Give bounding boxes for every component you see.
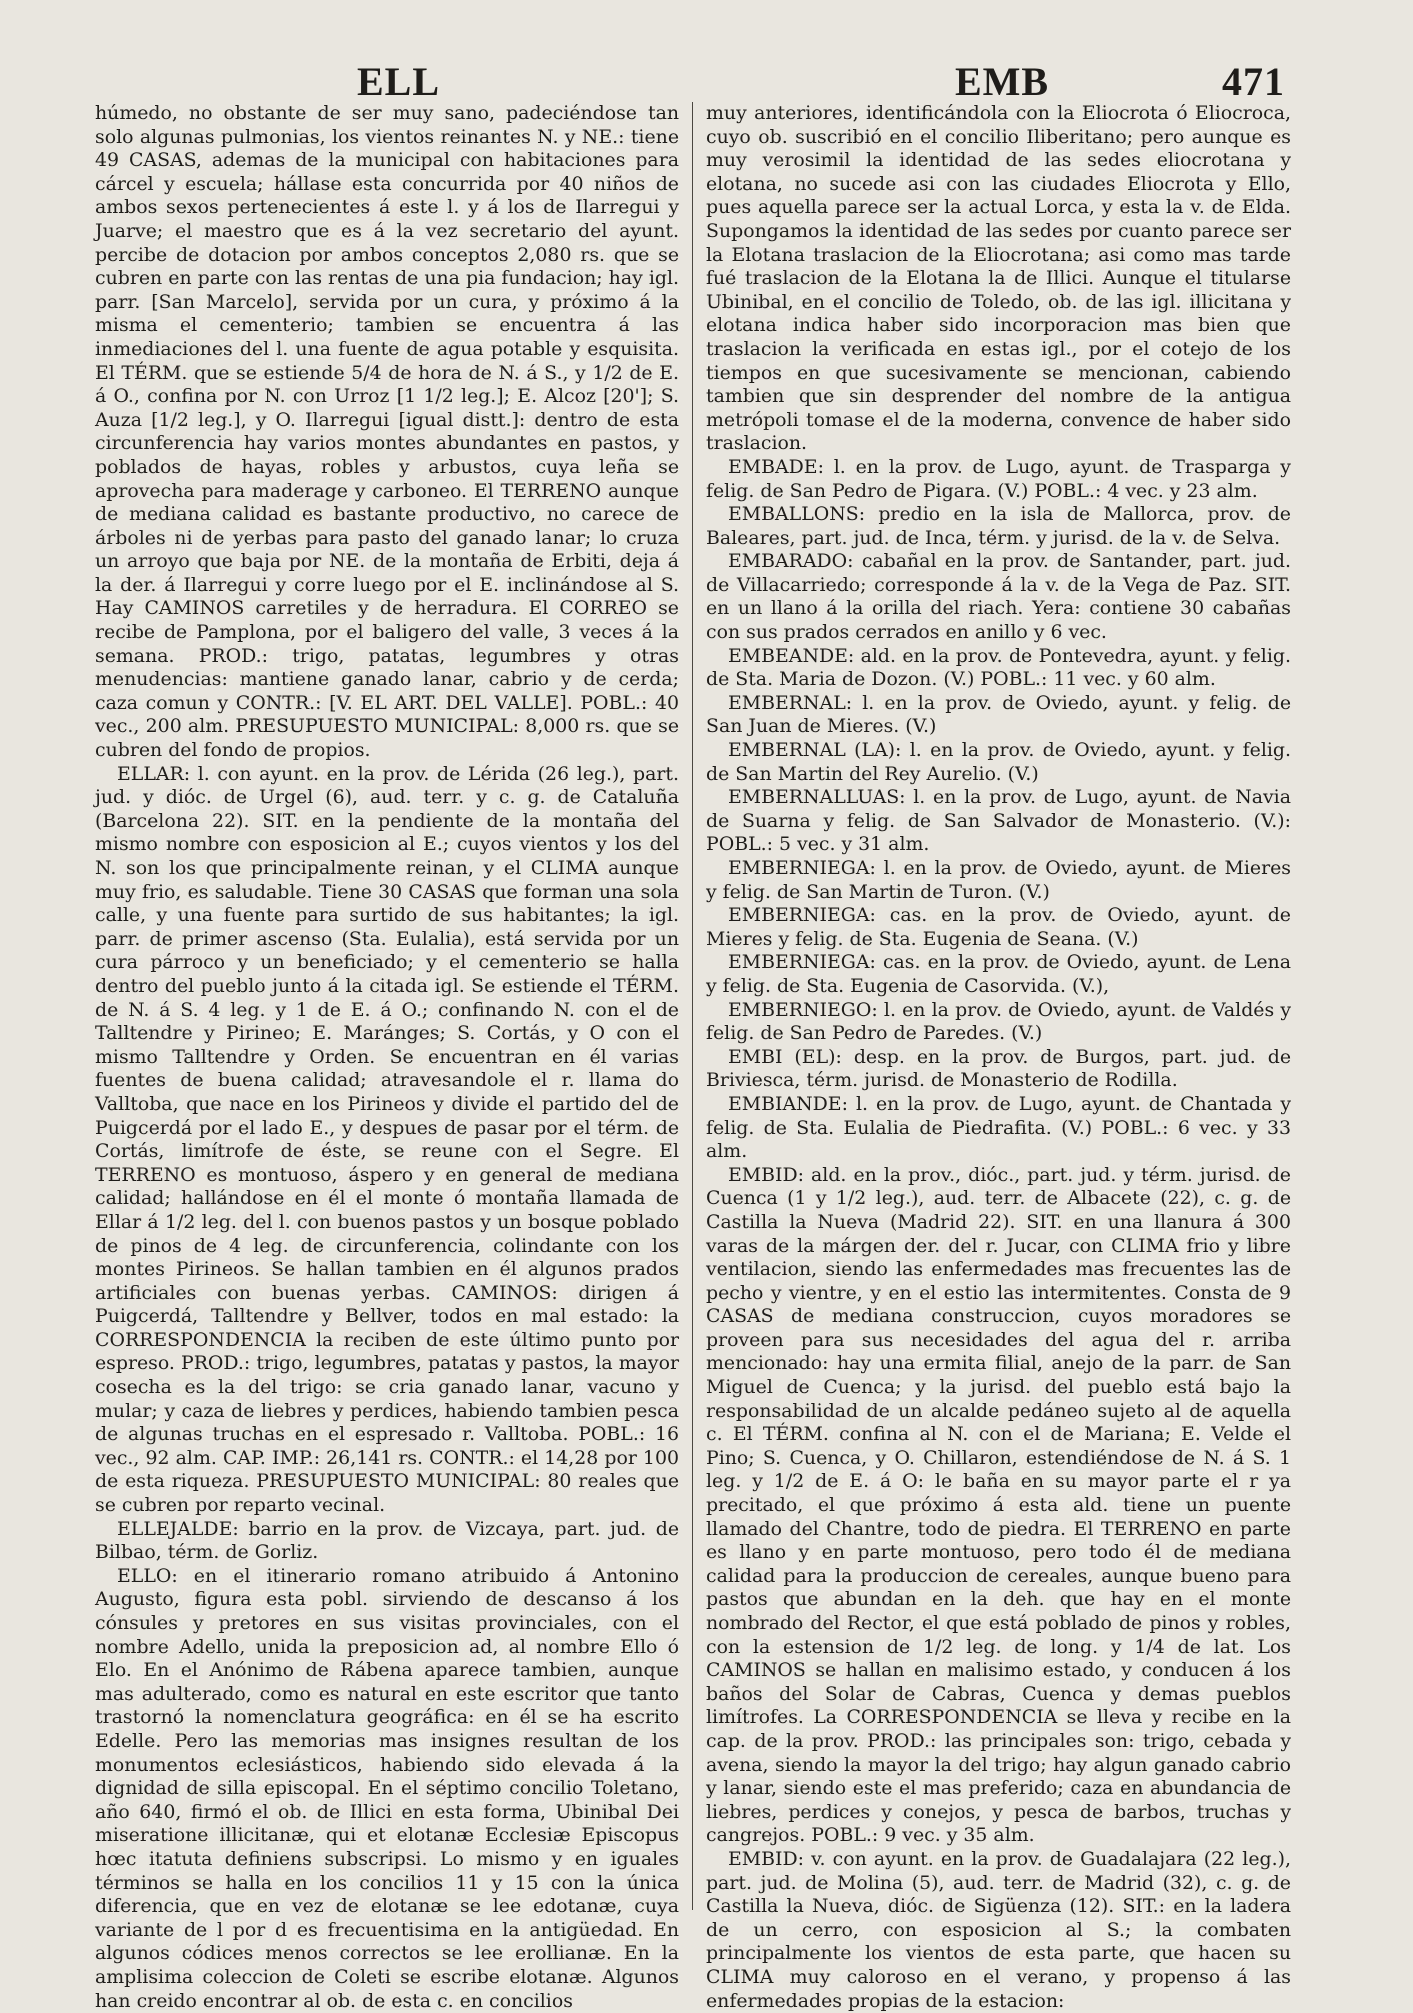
- entry-headword: ELLAR:: [117, 762, 191, 785]
- entry-text: l. en la prov. de Oviedo, ayunt. y felig. de San Juan de Mieres. (V.): [706, 691, 1292, 738]
- entry-headword: EMBARADO:: [728, 550, 854, 573]
- entry-text: l. en la prov. de Oviedo, ayunt. de Valdés y felig. de San Pedro de Paredes. (V.): [706, 998, 1291, 1045]
- entry-headword: EMBERNALLUAS:: [728, 786, 906, 809]
- entry-headword: EMBERNIEGA:: [728, 857, 876, 879]
- entry-text: predio en la isla de Mallorca, prov. de Baleares, part. jud. de Inca, térm. y jurisd. de la v. de Selva.: [706, 503, 1291, 549]
- entry-text: l. en la prov. de Lugo, ayunt. de Chantada y felig. de Sta. Eulalia de Piedrafita. (V.) POBL.: 6 vec. y 33 alm.: [706, 1092, 1291, 1163]
- entry-embarado: [706, 550, 1291, 644]
- entry-headword: EMBERNIEGA:: [728, 904, 876, 927]
- entry-ello: [95, 1565, 679, 2013]
- entry-text: l. en la prov. de Oviedo, ayunt. de Mieres y felig. de San Martin de Turon. (V.): [706, 857, 1291, 903]
- entry-embi-el: [706, 1046, 1291, 1093]
- entry-ellar: [95, 763, 679, 1518]
- entry-embiande: [706, 1093, 1291, 1164]
- entry-headword: EMBERNAL (LA):: [728, 739, 902, 762]
- entry-embernalluas: [706, 786, 1291, 857]
- entry-headword: EMBERNIEGO:: [728, 998, 878, 1021]
- entry-headword: EMBERNIEGA:: [728, 951, 876, 974]
- entry-emballons: [706, 503, 1291, 550]
- entry-text: barrio en la prov. de Vizcaya, part. jud. de Bilbao, térm. de Gorliz.: [95, 1517, 679, 1564]
- entry-headword: EMBID:: [728, 1163, 804, 1186]
- entry-text: cabañal en la prov. de Santander, part. jud. de Villacarriedo; corresponde á la v. de la Vega de Paz. SIT. en un llano á la orilla del riach. Yera: contiene 30 cabañas con sus prados cerrados en anillo y 6 vec.: [706, 550, 1291, 644]
- entry-emberniega-1: [706, 857, 1291, 904]
- entry-headword: EMBALLONS:: [728, 503, 866, 526]
- entry-text: cas. en la prov. de Oviedo, ayunt. de Mieres y felig. de Sta. Eugenia de Seana. (V.): [706, 904, 1291, 950]
- entry-headword: ELLEJALDE:: [117, 1517, 239, 1540]
- entry-text: ald. en la prov., dióc., part. jud. y térm. jurisd. de Cuenca (1 y 1/2 leg.), aud. terr. de Albacete (22), c. g. de Castilla la Nueva (Madrid 22). SIT. en una llanura á 300 varas de la márgen der. del r. Jucar, con CLIMA frio y libre ventilacion, siendo las enfermedades mas frecuentes las de pecho y vientre, y en el estio las intermitentes. Consta de 9 CASAS de mediana construccion, cuyos moradores se proveen para sus necesidades del agua del r. arriba mencionado: hay una ermita filial, anejo de la parr. de San Miguel de Cuenca; y la jurisd. del pueblo está bajo la responsabilidad de un alcalde pedáneo sujeto al de aquella c. El TÉRM. confina al N. con el de Mariana; E. Velde el Pino; S. Cuenca, y O. Chillaron, estendiéndose de N. á S. 1 leg. y 1/2 de E. á O: le baña en su mayor parte el r ya precitado, el que próximo á esta ald. tiene un puente llamado del Chantre, todo de piedra. El TERRENO en parte es llano y en parte montuoso, pero todo él de mediana calidad para la produccion de cereales, aunque bueno para pastos que abundan en la deh. que hay en el monte nombrado del Rector, el que está poblado de pinos y robles, con la estension de 1/2 leg. de long. y 1/4 de lat. Los CAMINOS se hallan en malisimo estado, y conducen á los baños del Solar de Cabras, Cuenca y demas pueblos limítrofes. La CORRESPONDENCIA se lleva y recibe en la cap. de la prov. PROD.: las principales son: trigo, cebada y avena, siendo la mayor la del trigo; hay algun ganado cabrio y lanar, siendo este el mas preferido; caza en abundancia de liebres, perdices y conejos, y pesca de barbos, truchas y cangrejos. POBL.: 9 vec. y 35 alm.: [706, 1163, 1291, 1847]
- left-column: [95, 102, 679, 2012]
- entry-embid-guadalajara: [706, 1848, 1291, 2013]
- entry-text: v. con ayunt. en la prov. de Guadalajara (22 leg.), part. jud. de Molina (5), aud. terr. de Madrid (32), c. g. de Castilla la Nueva, dióc. de Sigüenza (12). SIT.: en la ladera de un cerro, con esposicion al S.; la combaten principalmente los vientos de esta parte, que hacen su CLIMA muy caloroso en el verano, y propenso á las enfermedades propias de la estacion:: [706, 1847, 1291, 2012]
- entry-text: ald. en la prov. de Pontevedra, ayunt. y felig. de Sta. Maria de Dozon. (V.) POBL.: 11 vec. y 60 alm.: [706, 644, 1291, 691]
- entry-headword: EMBID:: [728, 1847, 804, 1870]
- entry-headword: EMBADE:: [728, 455, 824, 478]
- entry-headword: EMBIANDE:: [728, 1092, 848, 1115]
- running-head-right: EMB: [955, 59, 1050, 104]
- entry-continuation: [706, 102, 1291, 456]
- entry-continuation: [95, 102, 679, 763]
- entry-emberniega-2: [706, 904, 1291, 951]
- entry-emberniego: [706, 999, 1291, 1046]
- entry-text: l. en la prov. de Lugo, ayunt. de Trasparga y felig. de San Pedro de Pigara. (V.) POBL.: 4 vec. y 23 alm.: [706, 455, 1291, 502]
- entry-text: l. en la prov. de Oviedo, ayunt. y felig. de San Martin del Rey Aurelio. (V.): [706, 739, 1291, 785]
- entry-headword: EMBI (EL):: [728, 1045, 842, 1068]
- entry-text: l. en la prov. de Lugo, ayunt. de Navia de Suarna y felig. de San Salvador de Monasterio. (V.): POBL.: 5 vec. y 31 alm.: [706, 786, 1291, 856]
- entry-embernal-la: [706, 739, 1291, 786]
- entry-embid-cuenca: [706, 1164, 1291, 1848]
- entry-text: l. con ayunt. en la prov. de Lérida (26 leg.), part. jud. y dióc. de Urgel (6), aud. terr. y c. g. de Cataluña (Barcelona 22). SIT. en la pendiente de la montaña del mismo nombre con esposicion al E.; cuyos vientos y los del N. son los que principalmente reinan, y el CLIMA aunque muy frio, es saludable. Tiene 30 CASAS que forman una sola calle, y una fuente para surtido de sus habitantes; la igl. parr. de primer ascenso (Sta. Eulalia), está servida por un cura párroco y un beneficiado; y el cementerio se halla dentro del pueblo junto á la citada igl. Se estiende el TÉRM. de N. á S. 4 leg. y 1 de E. á O.; confinando N. con el de Talltendre y Pirineo; E. Maránges; S. Cortás, y O con el mismo Talltendre y Orden. Se encuentran en él varias fuentes de buena calidad; atravesandole el r. llama do Valltoba, que nace en los Pirineos y divide el partido del de Puigcerdá por el lado E., y despues de pasar por el térm. de Cortás, limítrofe de éste, se reune con el Segre. El TERRENO es montuoso, áspero y en general de mediana calidad; hallándose en él el monte ó montaña llamada de Ellar á 1/2 leg. del l. con buenos pastos y un bosque poblado de pinos de 4 leg. de circunferencia, colindante con los montes Pirineos. Se hallan tambien en él algunos prados artificiales con buenas yerbas. CAMINOS: dirigen á Puigcerdá, Talltendre y Bellver, todos en mal estado: la CORRESPONDENCIA la reciben de este último punto por espreso. PROD.: trigo, legumbres, patatas y pastos, la mayor cosecha es la del trigo: se cria ganado lanar, vacuno y mular; y caza de liebres y perdices, habiendo tambien pesca de algunas truchas en el espresado r. Valltoba. POBL.: 16 vec., 92 alm. CAP. IMP.: 26,141 rs. CONTR.: el 14,28 por 100 de esta riqueza. PRESUPUESTO MUNICIPAL: 80 reales que se cubren por reparto vecinal.: [95, 762, 679, 1517]
- entry-text: muy anteriores, identificándola con la Eliocrota ó Eliocroca, cuyo ob. suscribió en el concilio Iliberitano; pero aunque es muy verosimil la identidad de las sedes eliocrotana y elotana, no sucede asi con las ciudades Eliocrota y Ello, pues aquella parece ser la actual Lorca, y esta la v. de Elda. Supongamos la identidad de las sedes por cuanto parece ser la Elotana traslacion de la Eliocrotana; asi como mas tarde fué traslacion de la Elotana la de Illici. Aunque el titularse Ubinibal, en el concilio de Toledo, ob. de las igl. illicitana y elotana indica haber sido incorporacion mas bien que traslacion la verificada en estas igl., por el cotejo de los tiempos en que sucesivamente se mencionan, cabiendo tambien que sin desprender del nombre de la antigua metrópoli tomase el de la moderna, convence de haber sido traslacion.: [706, 102, 1291, 455]
- entry-text: desp. en la prov. de Burgos, part. jud. de Briviesca, térm. jurisd. de Monasterio de Rodilla.: [706, 1045, 1292, 1092]
- entry-emberniega-3: [706, 951, 1291, 998]
- right-column: [706, 102, 1292, 2012]
- entry-embeande: [706, 645, 1291, 692]
- entry-headword: EMBEANDE:: [728, 644, 855, 667]
- entry-headword: ELLO:: [117, 1564, 178, 1587]
- entry-text: húmedo, no obstante de ser muy sano, padeciéndose tan solo algunas pulmonias, los vientos reinantes N. y NE.: tiene 49 CASAS, ademas de la municipal con habitaciones para cárcel y escuela; hállase esta concurrida por 40 niños de ambos sexos pertenecientes á este l. y á los de Ilarregui y Juarve; el maestro que es á la vez secretario del ayunt. percibe de dotacion por ambos conceptos 2,080 rs. que se cubren en parte con las rentas de una pia fundacion; hay igl. parr. [San Marcelo], servida por un cura, y próximo á la misma el cementerio; tambien se encuentra á las inmediaciones del l. una fuente de agua potable y esquisita. El TÉRM. que se estiende 5/4 de hora de N. á S., y 1/2 de E. á O., confina por N. con Urroz [1 1/2 leg.]; E. Alcoz [20']; S. Auza [1/2 leg.], y O. Ilarregui [igual distt.]: dentro de esta circunferencia hay varios montes abundantes en pastos, y poblados de hayas, robles y arbustos, cuya leña se aprovecha para maderage y carboneo. El TERRENO aunque de mediana calidad es bastante productivo, no carece de árboles ni de yerbas para pasto del ganado lanar; lo cruza un arroyo que baja por NE. de la montaña de Erbiti, deja á la der. á Ilarregui y corre luego por el E. inclinándose al S. Hay CAMINOS carretiles y de herradura. El CORREO se recibe de Pamplona, por el baligero del valle, 3 veces á la semana. PROD.: trigo, patatas, legumbres y otras menudencias: mantiene ganado lanar, cabrio y de cerda; caza comun y CONTR.: [V. EL ART. DEL VALLE]. POBL.: 40 vec., 200 alm. PRESUPUESTO MUNICIPAL: 8,000 rs. que se cubren del fondo de propios.: [95, 102, 679, 762]
- entry-embernal: [706, 692, 1291, 739]
- entry-headword: EMBERNAL:: [728, 691, 853, 714]
- page-number: 471: [1222, 59, 1285, 104]
- entry-ellejalde: [95, 1518, 679, 1565]
- entry-text: cas. en la prov. de Oviedo, ayunt. de Lena y felig. de Sta. Eugenia de Casorvida. (V.),: [706, 951, 1291, 997]
- entry-embade: [706, 456, 1291, 503]
- column-divider: [692, 102, 693, 1910]
- running-head: [0, 58, 1413, 106]
- running-head-left: ELL: [357, 59, 441, 104]
- entry-text: en el itinerario romano atribuido á Antonino Augusto, figura esta pobl. sirviendo de descanso á los cónsules y pretores en sus visitas provinciales, con el nombre Adello, unida la preposicion ad, al nombre Ello ó Elo. En el Anónimo de Rábena aparece tambien, aunque mas adulterado, como es natural en este escritor que tanto trastornó la nomenclatura geográfica: en él se ha escrito Edelle. Pero las memorias mas insignes resultan de los monumentos eclesiásticos, habiendo sido elevada á la dignidad de silla episcopal. En el séptimo concilio Toletano, año 640, firmó el ob. de Illici en esta forma, Ubinibal Dei miseratione illicitanæ, qui et elotanæ Ecclesiæ Episcopus hœc itatuta definiens subscripsi. Lo mismo y en iguales términos se halla en los concilios 11 y 15 con la única diferencia, que en vez de elotanæ se lee edotanæ, cuya variante de l por d es frecuentisima en la antigüedad. En algunos códices menos correctos se lee erollianæ. En la amplisima coleccion de Coleti se escribe elotanæ. Algunos han creido encontrar al ob. de esta c. en concilios: [95, 1564, 679, 2012]
